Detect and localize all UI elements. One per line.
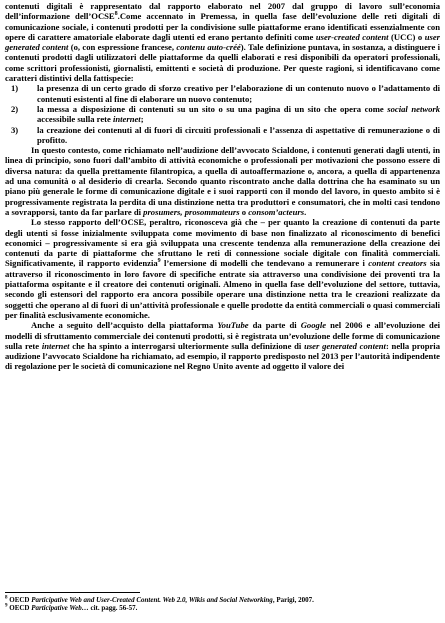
- italic-term: YouTube: [217, 320, 249, 331]
- list-text: la presenza di un certo grado di sforzo creativo per l’elaborazione di un contenuto nuovo o l’adattamento di contenuti esistenti al fine di elaborare un nuovo contenuto;: [37, 83, 440, 104]
- text-run: la messa a disposizione di contenuti su un sito o su una pagina di un sito che opera come: [37, 103, 388, 114]
- footnote-ref-8[interactable]: 8: [114, 11, 118, 18]
- text-run: che ha spinto a interrogarsi ulteriormente sulla definizione di: [69, 340, 305, 351]
- list-item: [5, 104, 440, 125]
- text-run: : nella propria audizione l’avvocato Scialdone ha richiamato, ad esempio, il rapporto predisposto nel 2013 per l’autorità indipendente di regolazione per le società di comunicazione nel Regno Unito avente ad oggetto il valore dei: [5, 340, 440, 372]
- text-run: .Come accennato in Premessa, in quella fase dell’evoluzione delle reti digitali di comunicazione sociale, i contenuti prodotti per la condivisione sulle piattaforme erano identificati essenzialmente con opere di carattere amatoriale elaborate dagli utenti ed erano pertanto definiti come: [5, 11, 440, 42]
- text-run: , Parigi, 2007.: [272, 596, 314, 604]
- text-run: Anche a seguito dell’acquisto della piattaforma: [31, 320, 218, 331]
- italic-term: user generated content: [5, 31, 440, 53]
- italic-term: user generated content: [304, 340, 386, 351]
- text-run: (UCC) o: [388, 31, 425, 42]
- italic-term: prosumers, prosommateurs: [143, 206, 240, 217]
- italic-title: Participative Web…: [31, 604, 89, 613]
- text-run: cit. pagg. 56-57.: [88, 604, 138, 613]
- italic-term: social network: [387, 103, 441, 114]
- text-run: sia attraverso il riconoscimento in loro favore di specifiche entrate sia attraverso una condivisione dei proventi tra la piattaforma ospitante e il creatore dei contenuti originali. Almeno in quella fase dell’evoluzione del settore, tuttavia, secondo gli estensori del rapporto era ancora possibile operare una distinzione netta tra le creazioni realizzate da soggetti che operano al di fuori di un’attività professionale e quelle prodotte da entità commerciali o quasi commerciali per finalità esclusivamente economiche.: [5, 258, 440, 320]
- text-run: OECD: [7, 596, 32, 604]
- list-number: 1): [11, 83, 19, 94]
- text-run: contenuti digitali è rappresentato dal rapporto elaborato nel 2007 dal gruppo di lavoro sull’economia dell’informazione dell’OCSE: [5, 1, 440, 22]
- list-item: [5, 83, 440, 104]
- text-run: accessibile sulla rete: [37, 114, 113, 125]
- paragraph-4: [5, 320, 440, 371]
- text-run: OECD: [7, 604, 32, 613]
- italic-term: user-created content: [315, 31, 389, 42]
- paragraph-1: [5, 1, 440, 83]
- list-number: 2): [11, 103, 19, 114]
- footnote-9: [5, 604, 440, 612]
- text-run: o: [239, 206, 249, 217]
- italic-term: internet: [41, 340, 70, 351]
- list-item: [5, 125, 440, 146]
- italic-term: contenu auto-créé: [176, 42, 241, 53]
- list-text: [37, 104, 440, 125]
- list-text: la creazione dei contenuti al di fuori di circuiti professionali e l’assenza di aspettative di remunerazione o di profitto.: [37, 124, 440, 145]
- italic-term: internet: [112, 114, 141, 125]
- footnote-number: 9: [5, 604, 8, 610]
- text-run: nel 2006 e all’evoluzione dei modelli di sfruttamento commerciale dei contenuti prodotti, si è registrata un’evoluzione delle forme di comunicazione sulla rete: [5, 320, 441, 351]
- italic-title: Participative Web and User-Created Content. Web 2.0, Wikis and Social Networking: [31, 596, 273, 604]
- body-text: [5, 1, 440, 372]
- paragraph-2: [5, 145, 440, 217]
- footnote-divider: [5, 592, 140, 593]
- italic-term: Google: [300, 320, 327, 331]
- list-number: 3): [11, 124, 19, 135]
- characteristics-list: [5, 83, 440, 145]
- text-run: In questo contesto, come richiamato nell’audizione dell’avvocato Scialdone, i contenuti generati dagli utenti, in linea di principio, sono fuori dall’ambito di attività economiche o professionali per motivazioni che possono essere di diversa natura: da quella prettamente filantropica, a quella di autoaffermazione o, ancora, a quella di appartenenza ad una comunità o al desiderio di crearla. Secondo quanto riscontrato anche dalla dottrina che ha esaminato su un piano più generale le forme di comunicazione digitale e i suoi rapporti con il mondo del lavoro, in questo ambito si è progressivamente registrata la perdita di una distinzione netta tra produttori e consumatori, che in molti casi tendono a sovrapporsi, tanto da far parlare di: [5, 145, 440, 217]
- footnotes: [5, 596, 440, 613]
- paragraph-3: [5, 217, 440, 320]
- italic-term: consom’acteurs: [248, 206, 305, 217]
- text-run: l’emersione di modelli che tendevano a remunerare i: [160, 258, 369, 269]
- italic-term: content creators: [368, 258, 427, 269]
- text-run: .: [304, 206, 307, 217]
- text-run: ;: [140, 114, 144, 125]
- text-run: da parte di: [248, 320, 301, 331]
- text-run: Lo stesso rapporto dell’OCSE, peraltro, riconosceva già che – per quanto la creazione di contenuti da parte degli utenti si fosse inizialmente sviluppata come movimento di base non finalizzato al riconoscimento di benefici economici – progressivamente si era già sviluppata una crescente tendenza alla remunerazione della creazione dei contenuti da parte di piattaforme che sfruttano le reti di connessione sociale digitale con finalità commerciali. Significativamente, il rapporto evidenzia: [5, 217, 440, 269]
- footnote-number: 8: [5, 595, 8, 601]
- text-run: ). Tale definizione puntava, in sostanza, a distinguere i contenuti prodotti dagli utilizzatori delle piattaforme da quelli elaborati e resi disponibili da operatori professionali, come scrittori professionisti, giornalisti, emittenti e società di produzione. Per queste ragioni, si identificavano come caratteri distintivi della fattispecie:: [5, 42, 440, 84]
- text-run: (o, con espressione francese,: [68, 42, 177, 53]
- footnote-ref-9[interactable]: 9: [157, 258, 161, 265]
